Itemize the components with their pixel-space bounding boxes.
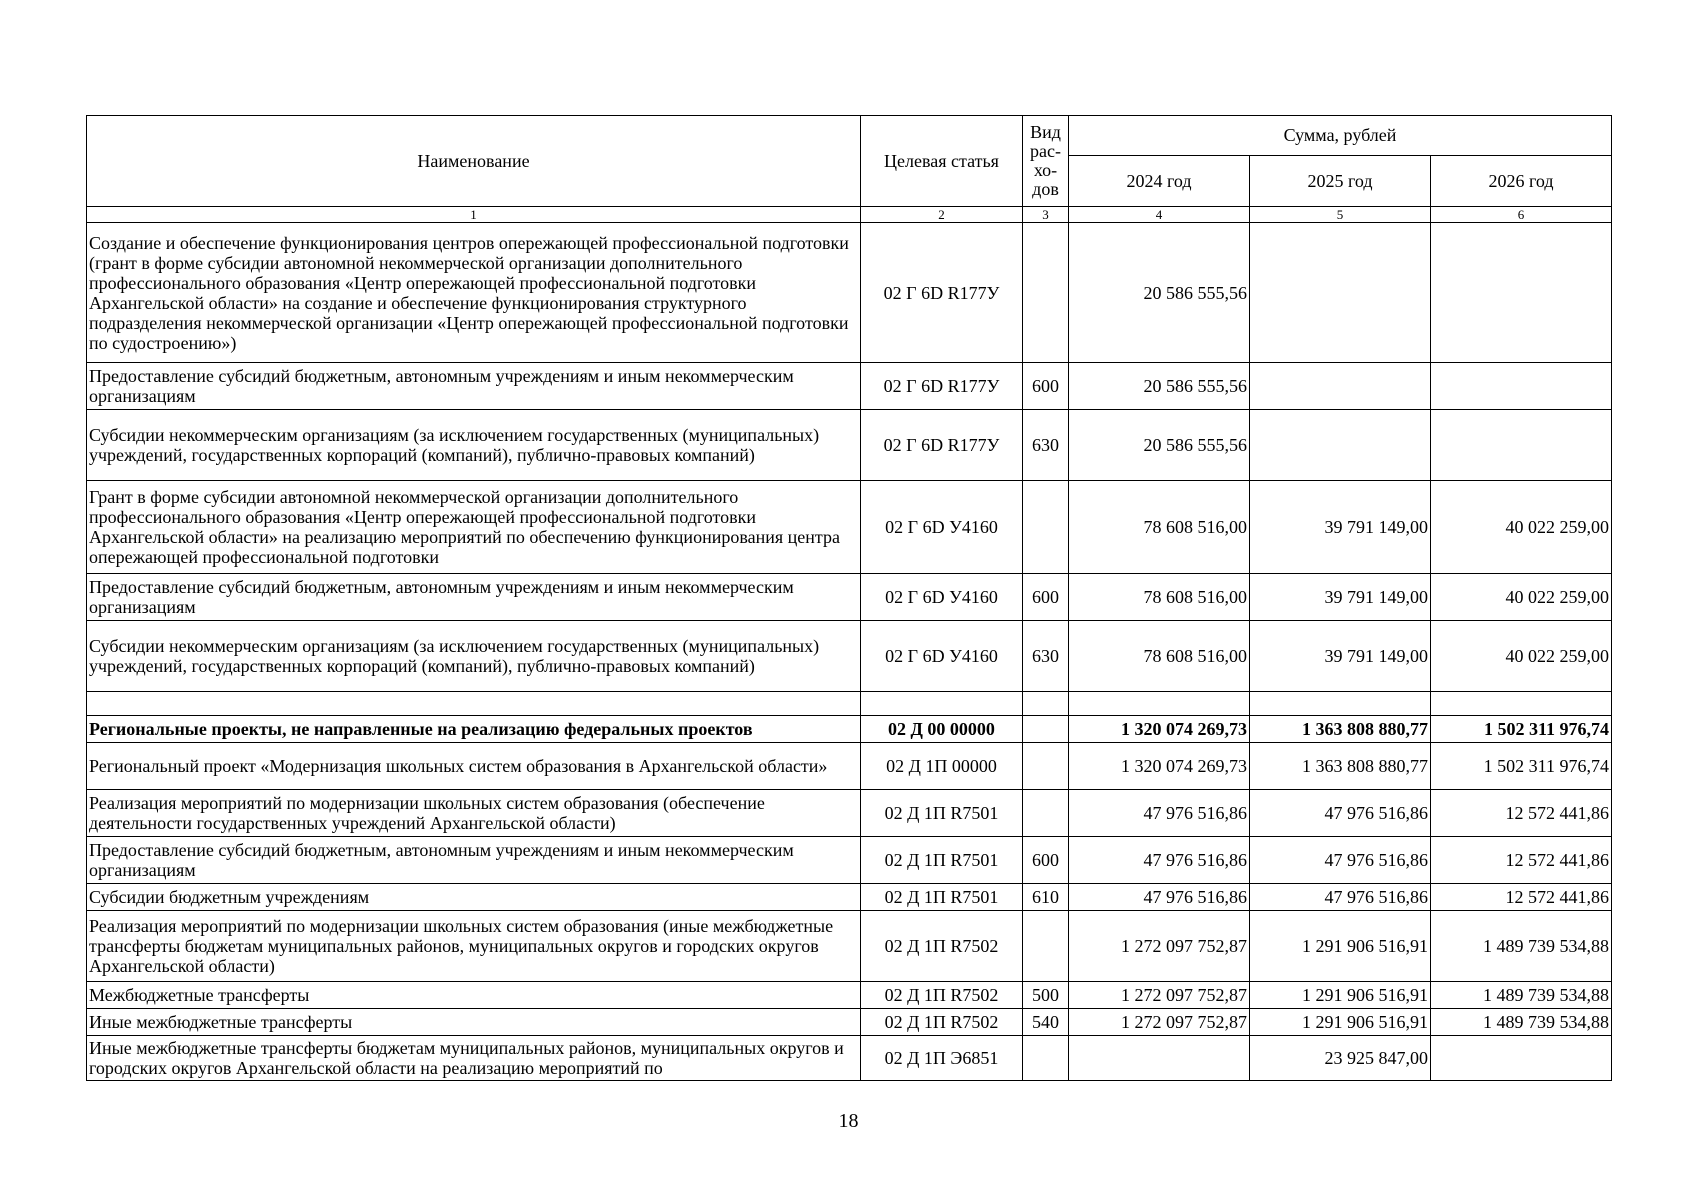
row-expense-type: 630 [1023,410,1069,481]
header-year-2024: 2024 год [1069,156,1250,207]
row-amount-2025: 1 363 808 880,77 [1250,743,1431,790]
row-name: Реализация мероприятий по модернизации школьных систем образования (иные межбюджетные трансферты бюджетам муниципальных районов, муниципальных округов и городских округов Архангельской области) [87,911,861,982]
table-row [87,790,1612,837]
row-amount-2024: 47 976 516,86 [1069,837,1250,884]
table-row [87,716,1612,743]
table-row [87,363,1612,410]
row-expense-type [1023,481,1069,574]
row-amount-2025: 1 291 906 516,91 [1250,1009,1431,1036]
header-year-2025: 2025 год [1250,156,1431,207]
row-amount-2024: 78 608 516,00 [1069,574,1250,621]
header-expense-type-line: рас- [1030,141,1061,161]
row-target-article [861,692,1023,716]
row-amount-2025: 23 925 847,00 [1250,1036,1431,1081]
table-row [87,1036,1612,1081]
header-expense-type-line: хо- [1033,160,1058,180]
header-year-2026: 2026 год [1431,156,1612,207]
row-amount-2024: 1 272 097 752,87 [1069,982,1250,1009]
table-row [87,621,1612,692]
row-amount-2025: 39 791 149,00 [1250,621,1431,692]
row-target-article: 02 Д 1П 00000 [861,743,1023,790]
row-target-article: 02 Д 1П R7501 [861,790,1023,837]
header-expense-type-line: Вид [1030,122,1061,142]
row-target-article: 02 Д 1П R7502 [861,1009,1023,1036]
row-target-article: 02 Г 6D У4160 [861,481,1023,574]
row-amount-2026: 1 489 739 534,88 [1431,911,1612,982]
row-name: Реализация мероприятий по модернизации школьных систем образования (обеспечение деятельности государственных учреждений Архангельской области) [87,790,861,837]
row-expense-type [1023,743,1069,790]
row-amount-2025 [1250,410,1431,481]
column-number: 1 [87,207,861,223]
row-name [87,692,861,716]
table-body [87,223,1612,1081]
row-amount-2024: 47 976 516,86 [1069,884,1250,911]
table-row [87,1009,1612,1036]
table-row [87,743,1612,790]
row-amount-2026: 1 502 311 976,74 [1431,743,1612,790]
table-row [87,837,1612,884]
row-expense-type: 540 [1023,1009,1069,1036]
row-amount-2024: 1 320 074 269,73 [1069,716,1250,743]
table-row [87,884,1612,911]
row-amount-2026 [1431,692,1612,716]
row-amount-2025: 39 791 149,00 [1250,481,1431,574]
row-amount-2026: 1 489 739 534,88 [1431,982,1612,1009]
row-amount-2024: 1 272 097 752,87 [1069,911,1250,982]
row-amount-2026: 12 572 441,86 [1431,790,1612,837]
column-number: 4 [1069,207,1250,223]
row-amount-2025 [1250,692,1431,716]
row-name: Грант в форме субсидии автономной некоммерческой организации дополнительного профессионального образования «Центр опережающей профессиональной подготовки Архангельской области» на реализацию мероприятий по обеспечению функционирования центра опережающей профессиональной подготовки [87,481,861,574]
row-expense-type: 600 [1023,574,1069,621]
row-amount-2026 [1431,1036,1612,1081]
table-row [87,911,1612,982]
row-amount-2024: 78 608 516,00 [1069,621,1250,692]
table-row [87,410,1612,481]
row-target-article: 02 Г 6D R177У [861,410,1023,481]
row-amount-2025: 47 976 516,86 [1250,837,1431,884]
row-amount-2026 [1431,223,1612,363]
column-number: 3 [1023,207,1069,223]
row-name: Предоставление субсидий бюджетным, автономным учреждениям и иным некоммерческим организациям [87,837,861,884]
row-amount-2025: 47 976 516,86 [1250,884,1431,911]
header-expense-type-line: дов [1032,179,1059,199]
row-name: Региональный проект «Модернизация школьных систем образования в Архангельской области» [87,743,861,790]
table-row [87,692,1612,716]
row-amount-2026 [1431,363,1612,410]
row-target-article: 02 Д 1П R7501 [861,884,1023,911]
row-amount-2026: 40 022 259,00 [1431,481,1612,574]
row-amount-2025: 1 291 906 516,91 [1250,911,1431,982]
row-amount-2025: 47 976 516,86 [1250,790,1431,837]
row-amount-2026: 12 572 441,86 [1431,837,1612,884]
row-target-article: 02 Д 1П R7501 [861,837,1023,884]
row-amount-2026: 1 489 739 534,88 [1431,1009,1612,1036]
row-name: Субсидии некоммерческим организациям (за исключением государственных (муниципальных) учреждений, государственных корпораций (компаний), публично-правовых компаний) [87,410,861,481]
row-amount-2024 [1069,1036,1250,1081]
row-amount-2026: 40 022 259,00 [1431,574,1612,621]
header-expense-type [1023,116,1069,207]
row-expense-type: 500 [1023,982,1069,1009]
row-amount-2026: 1 502 311 976,74 [1431,716,1612,743]
table-row [87,982,1612,1009]
table-row [87,481,1612,574]
row-expense-type: 630 [1023,621,1069,692]
row-amount-2025: 1 291 906 516,91 [1250,982,1431,1009]
row-name: Создание и обеспечение функционирования центров опережающей профессиональной подготовки (грант в форме субсидии автономной некоммерческой организации дополнительного профессионального образования «Центр опережающей профессиональной подготовки Архангельской области» на создание и обеспечение функционирования структурного подразделения некоммерческой организации «Центр опережающей профессиональной подготовки по судостроению») [87,223,861,363]
row-name: Субсидии некоммерческим организациям (за исключением государственных (муниципальных) учреждений, государственных корпораций (компаний), публично-правовых компаний) [87,621,861,692]
row-amount-2024: 1 320 074 269,73 [1069,743,1250,790]
row-amount-2026 [1431,410,1612,481]
row-name: Предоставление субсидий бюджетным, автономным учреждениям и иным некоммерческим организациям [87,574,861,621]
row-amount-2024 [1069,692,1250,716]
row-target-article: 02 Д 1П R7502 [861,982,1023,1009]
table-row [87,223,1612,363]
row-target-article: 02 Д 00 00000 [861,716,1023,743]
row-target-article: 02 Д 1П Э6851 [861,1036,1023,1081]
row-amount-2024: 20 586 555,56 [1069,410,1250,481]
row-name: Иные межбюджетные трансферты бюджетам муниципальных районов, муниципальных округов и городских округов Архангельской области на реализацию мероприятий по [87,1036,861,1081]
column-numbers-row [87,207,1612,223]
budget-table [86,115,1612,1081]
column-number: 6 [1431,207,1612,223]
row-name: Предоставление субсидий бюджетным, автономным учреждениям и иным некоммерческим организациям [87,363,861,410]
row-expense-type: 600 [1023,837,1069,884]
row-amount-2024: 1 272 097 752,87 [1069,1009,1250,1036]
row-expense-type [1023,790,1069,837]
row-amount-2026: 12 572 441,86 [1431,884,1612,911]
row-expense-type [1023,223,1069,363]
row-amount-2024: 47 976 516,86 [1069,790,1250,837]
row-expense-type: 610 [1023,884,1069,911]
row-name: Региональные проекты, не направленные на реализацию федеральных проектов [87,716,861,743]
row-amount-2024: 20 586 555,56 [1069,223,1250,363]
row-target-article: 02 Г 6D У4160 [861,574,1023,621]
row-name: Иные межбюджетные трансферты [87,1009,861,1036]
row-target-article: 02 Г 6D R177У [861,363,1023,410]
row-target-article: 02 Д 1П R7502 [861,911,1023,982]
page-number: 18 [838,1110,859,1132]
row-amount-2025: 1 363 808 880,77 [1250,716,1431,743]
column-number: 5 [1250,207,1431,223]
row-amount-2025: 39 791 149,00 [1250,574,1431,621]
row-amount-2024: 78 608 516,00 [1069,481,1250,574]
header-target-article: Целевая статья [861,116,1023,207]
row-target-article: 02 Г 6D У4160 [861,621,1023,692]
row-amount-2025 [1250,363,1431,410]
row-expense-type [1023,1036,1069,1081]
row-expense-type: 600 [1023,363,1069,410]
row-name: Межбюджетные трансферты [87,982,861,1009]
row-expense-type [1023,716,1069,743]
row-target-article: 02 Г 6D R177У [861,223,1023,363]
column-number: 2 [861,207,1023,223]
row-amount-2025 [1250,223,1431,363]
row-expense-type [1023,692,1069,716]
row-expense-type [1023,911,1069,982]
header-name: Наименование [87,116,861,207]
row-name: Субсидии бюджетным учреждениям [87,884,861,911]
table-row [87,574,1612,621]
row-amount-2026: 40 022 259,00 [1431,621,1612,692]
row-amount-2024: 20 586 555,56 [1069,363,1250,410]
header-sum: Сумма, рублей [1069,116,1612,156]
